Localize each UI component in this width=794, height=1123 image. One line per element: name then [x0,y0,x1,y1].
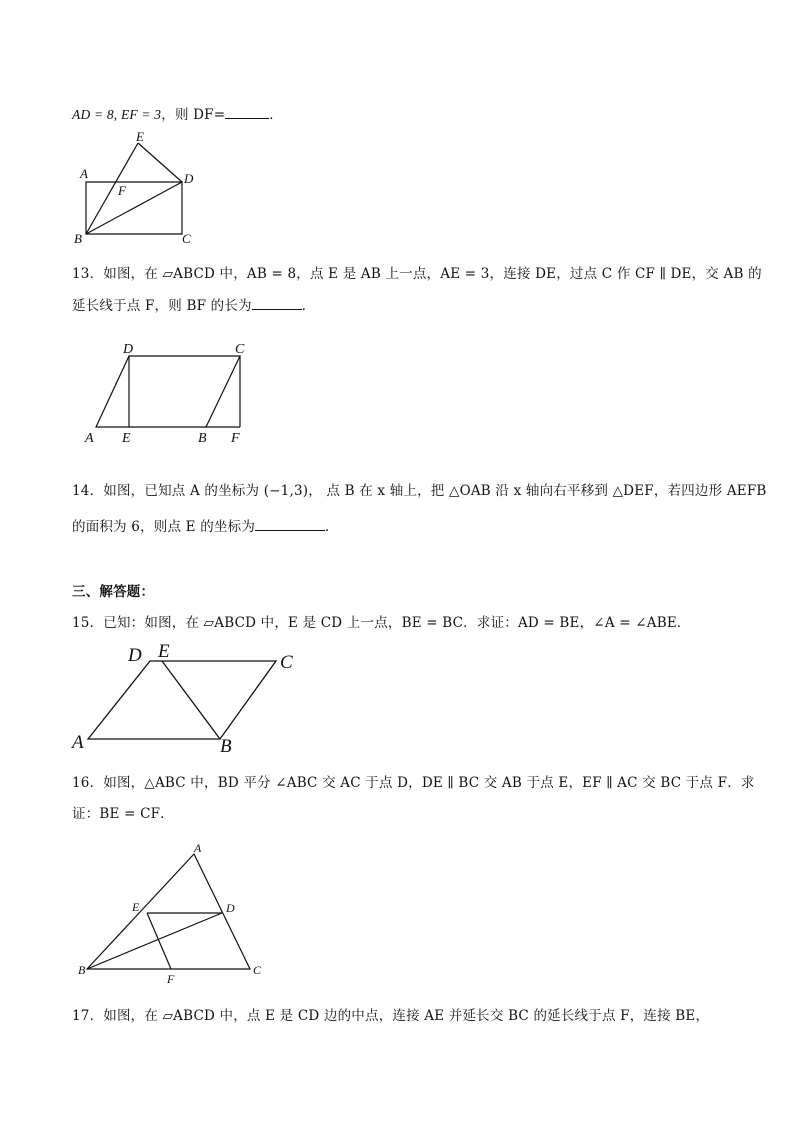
q13-label-d: D [123,342,134,357]
q13-parallelogram-abcd [96,356,240,427]
q14-line1: 14．如图，已知点 A 的坐标为 (−1,3)， 点 B 在 x 轴上，把 △OAB 沿 x 轴向右平移到 △DEF，若四边形 AEFB [72,483,767,499]
q13-label-b: B [198,431,207,446]
q12-label-f: F [118,183,126,198]
q13-answer-blank[interactable] [252,297,302,310]
q15-segment-eb [162,661,220,739]
q16-line1: 16．如图，△ABC 中，BD 平分 ∠ABC 交 AC 于点 D，DE ∥ BC 交 AB 于点 E，EF ∥ AC 交 BC 于点 F．求 [72,775,755,791]
q12-label-c: C [182,231,191,246]
q15-label-b: B [220,736,232,757]
q13-label-e: E [122,431,131,446]
q15-parallelogram-abcd [88,661,276,739]
q12-label-a: A [80,166,88,181]
q14-answer-blank[interactable] [255,518,325,531]
q12-text: AD = 8, EF = 3，则 DF= ． [72,107,283,123]
q17-line1: 17．如图，在 ▱ABCD 中，点 E 是 CD 边的中点，连接 AE 并延长交 BC 的延长线于点 F，连接 BE， [72,1008,710,1024]
q14-line2: 的面积为 6，则点 E 的坐标为 ． [72,519,339,535]
q12-figure [70,128,210,250]
q16-label-c: C [253,963,262,977]
q13-figure [80,338,260,450]
q13-label-a: A [85,431,94,446]
q13-label-c: C [235,342,245,357]
q12-segment-ed [138,143,182,182]
q12-label-b: B [74,231,82,246]
q16-line2: 证：BE = CF． [72,806,174,822]
q12-given: AD = 8, EF = 3 [72,107,162,122]
q12-answer-blank[interactable] [225,106,269,119]
q16-figure [72,838,272,988]
q13-line2: 延长线于点 F，则 BF 的长为 ． [72,298,316,314]
q16-label-b: B [78,963,86,977]
q16-segment-ef [147,913,171,969]
q16-label-f: F [167,972,175,986]
q15-label-e: E [158,641,170,662]
q16-label-d: D [226,901,235,915]
q12-label-d: D [184,171,194,186]
q15-label-a: A [72,732,84,753]
q12-label-e: E [136,129,144,144]
q15-figure [70,640,310,756]
section3-heading: 三、解答题： [72,584,155,600]
q16-label-a: A [194,841,202,855]
q15-label-d: D [128,645,142,666]
q15-label-c: C [280,652,293,673]
q12-ask: ，则 DF= [161,107,226,123]
q16-segment-bd [87,913,222,969]
q13-line1: 13．如图，在 ▱ABCD 中，AB = 8，点 E 是 AB 上一点，AE = 3，连接 DE，过点 C 作 CF ∥ DE，交 AB 的 [72,266,762,282]
q16-label-e: E [132,900,140,914]
q13-label-f: F [231,431,240,446]
q15-line1: 15．已知：如图，在 ▱ABCD 中，E 是 CD 上一点，BE = BC．求证：AD = BE，∠A = ∠ABE． [72,615,691,631]
